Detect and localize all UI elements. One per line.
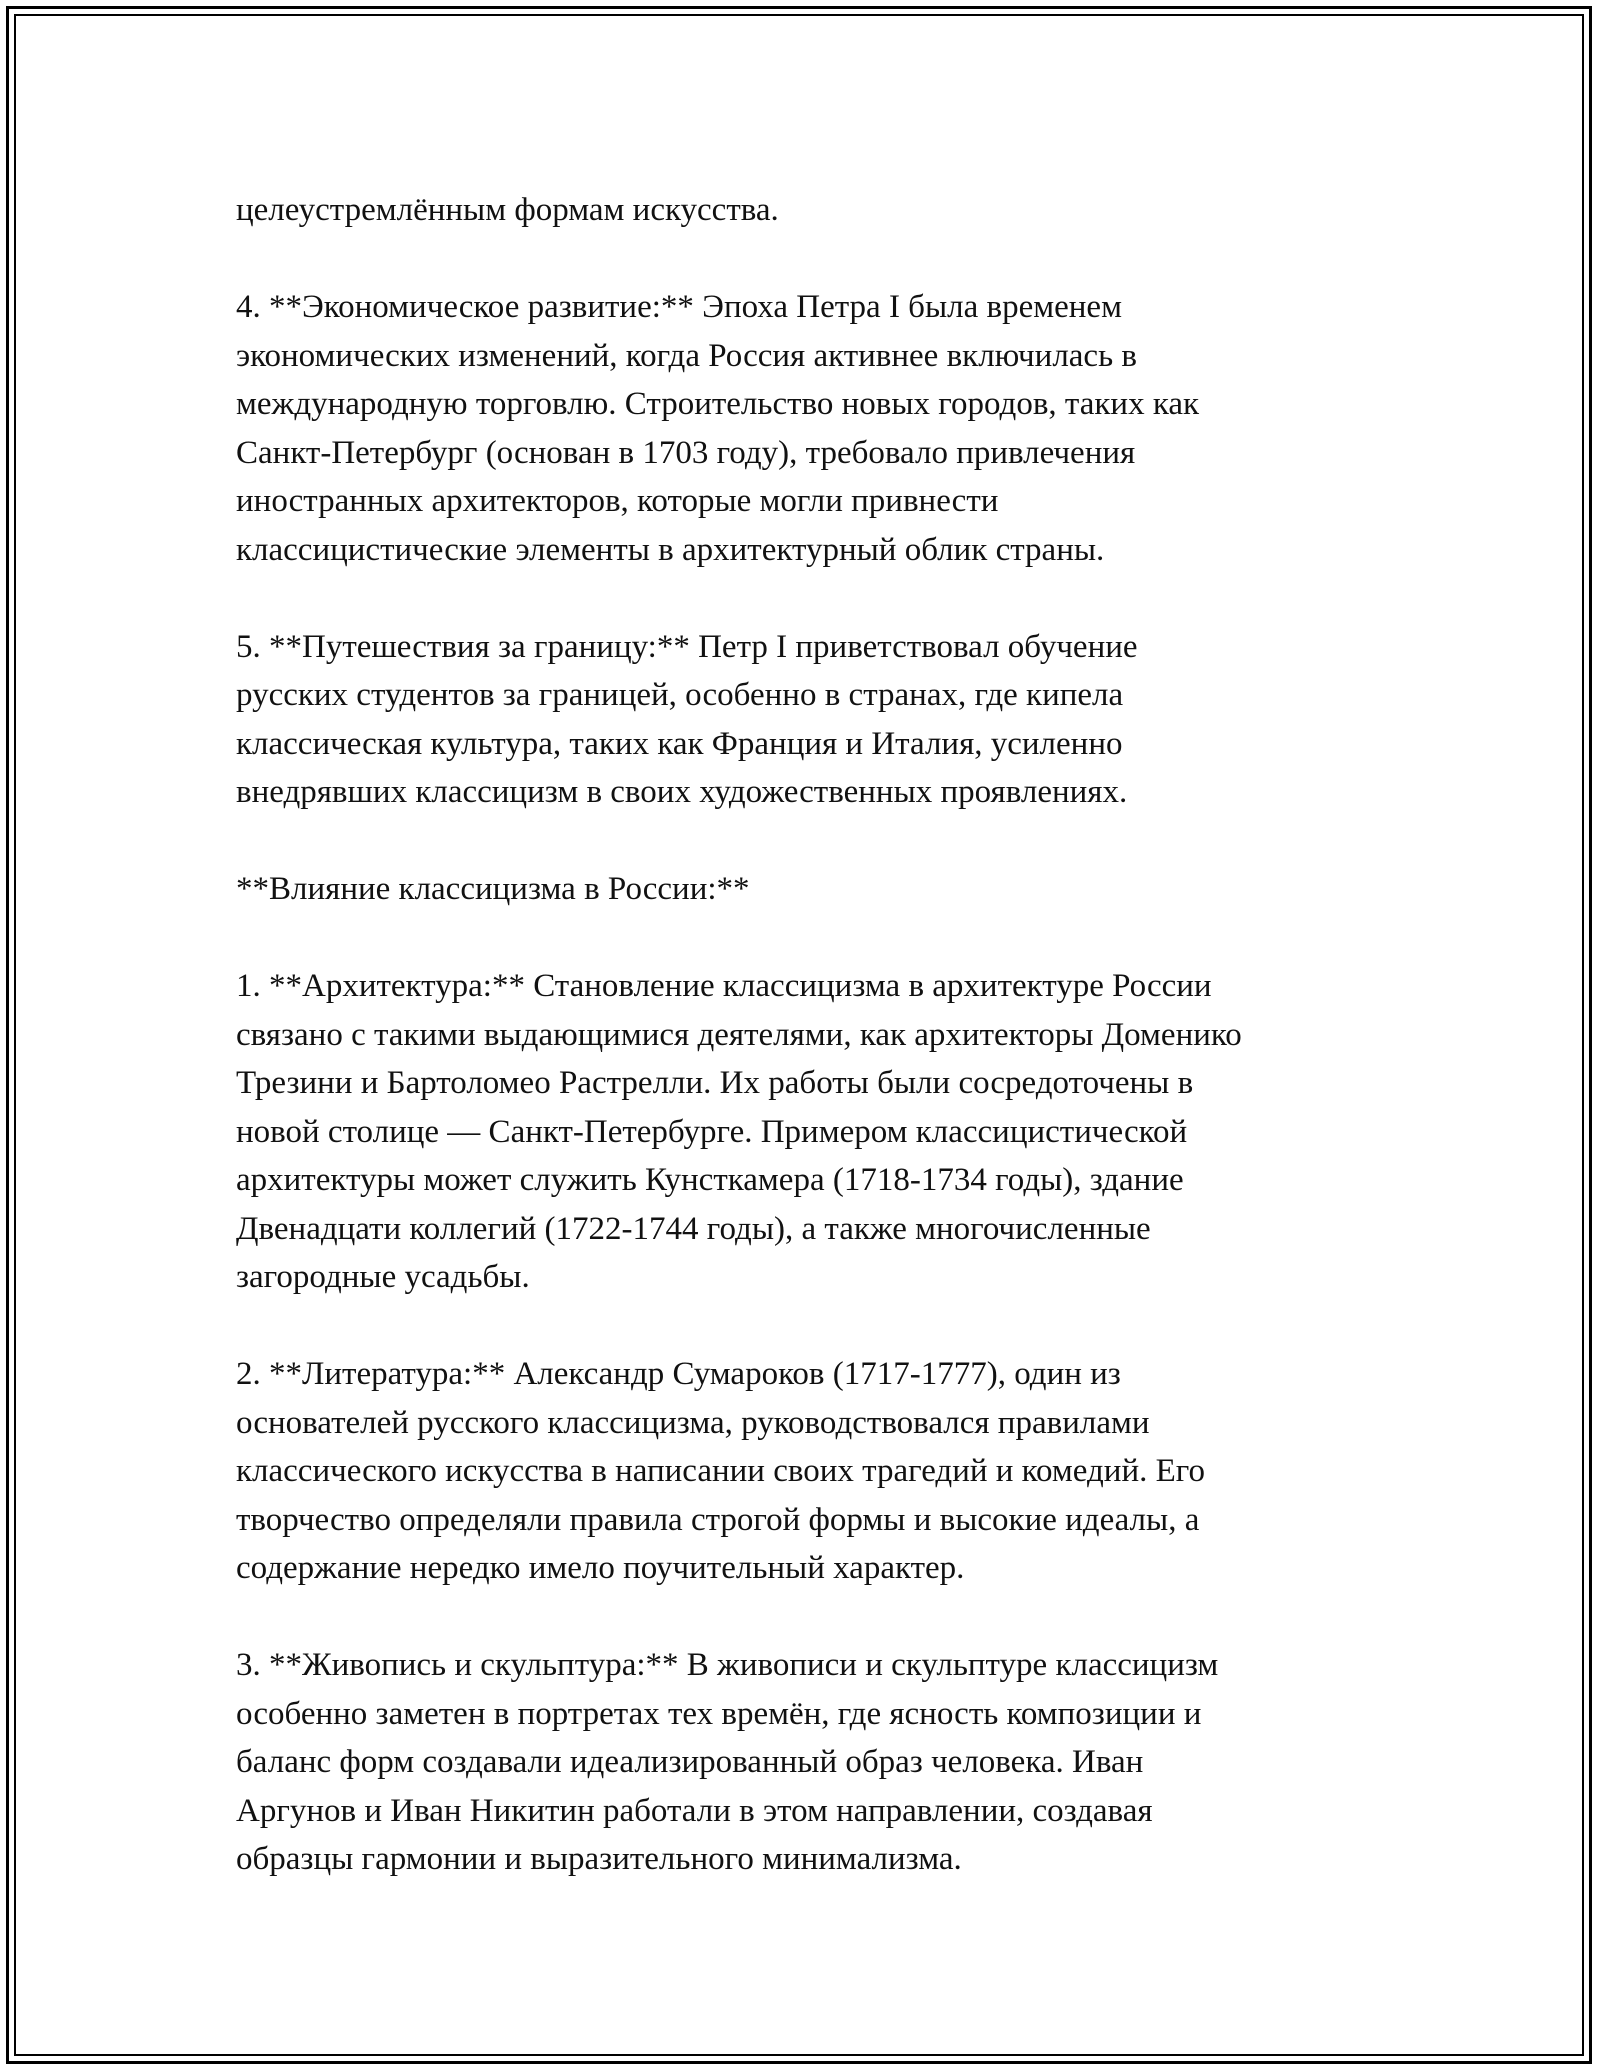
text-line: архитектуры может служить Кунсткамера (1718-1734 годы), здание <box>236 1162 1184 1198</box>
text-line: Санкт-Петербург (основан в 1703 году), требовало привлечения <box>236 434 1136 471</box>
text-line: основателей русского классицизма, руководствовался правилами <box>236 1404 1150 1441</box>
section-heading <box>236 865 1376 914</box>
text-line: Двенадцати коллегий (1722-1744 годы), а также многочисленные <box>236 1210 1151 1247</box>
text-line: иностранных архитекторов, которые могли привнести <box>236 483 999 519</box>
paragraph-economic-development <box>236 283 1376 574</box>
text-line: 1. **Архитектура:** Становление классицизма в архитектуре России <box>236 968 1212 1004</box>
text-line: международную торговлю. Строительство новых городов, таких как <box>236 386 1200 422</box>
text-line: особенно заметен в портретах тех времён, где ясность композиции и <box>236 1695 1202 1732</box>
text-line: русских студентов за границей, особенно в странах, где кипела <box>236 677 1124 713</box>
text-line: баланс форм создавали идеализированный образ человека. Иван <box>236 1744 1144 1780</box>
document-body <box>236 186 1376 1884</box>
text-line: Трезини и Бартоломео Растрелли. Их работы были сосредоточены в <box>236 1065 1194 1101</box>
text-line: 3. **Живопись и скульптура:** В живописи и скульптуре классицизм <box>236 1647 1219 1683</box>
paragraph-continuation <box>236 186 1376 235</box>
text-line: 5. **Путешествия за границу:** Петр I приветствовал обучение <box>236 628 1138 665</box>
text-line: **Влияние классицизма в России:** <box>236 871 750 907</box>
text-line: образцы гармонии и выразительного минимализма. <box>236 1841 962 1877</box>
paragraph-travel-abroad <box>236 623 1376 817</box>
paragraph-architecture <box>236 962 1376 1302</box>
text-line: экономических изменений, когда Россия активнее включилась в <box>236 337 1137 374</box>
text-line: классицистические элементы в архитектурный облик страны. <box>236 531 1105 568</box>
text-line: связано с такими выдающимися деятелями, как архитекторы Доменико <box>236 1016 1242 1053</box>
text-line: классическая культура, таких как Франция и Италия, усиленно <box>236 725 1123 762</box>
text-line: целеустремлённым формам искусства. <box>236 192 779 228</box>
text-line: 4. **Экономическое развитие:** Эпоха Петра I была временем <box>236 289 1122 325</box>
text-line: классического искусства в написании своих трагедий и комедий. Его <box>236 1453 1205 1489</box>
text-line: новой столице — Санкт-Петербурге. Примером классицистической <box>236 1113 1188 1150</box>
text-line: содержание нередко имело поучительный характер. <box>236 1550 965 1586</box>
text-line: Аргунов и Иван Никитин работали в этом направлении, создавая <box>236 1792 1153 1829</box>
text-line: 2. **Литература:** Александр Сумароков (1717-1777), один из <box>236 1356 1121 1392</box>
text-line: творчество определяли правила строгой формы и высокие идеалы, а <box>236 1501 1200 1538</box>
text-line: внедрявших классицизм в своих художественных проявлениях. <box>236 774 1128 810</box>
paragraph-painting-sculpture <box>236 1641 1376 1884</box>
paragraph-literature <box>236 1350 1376 1593</box>
text-line: загородные усадьбы. <box>236 1259 530 1295</box>
